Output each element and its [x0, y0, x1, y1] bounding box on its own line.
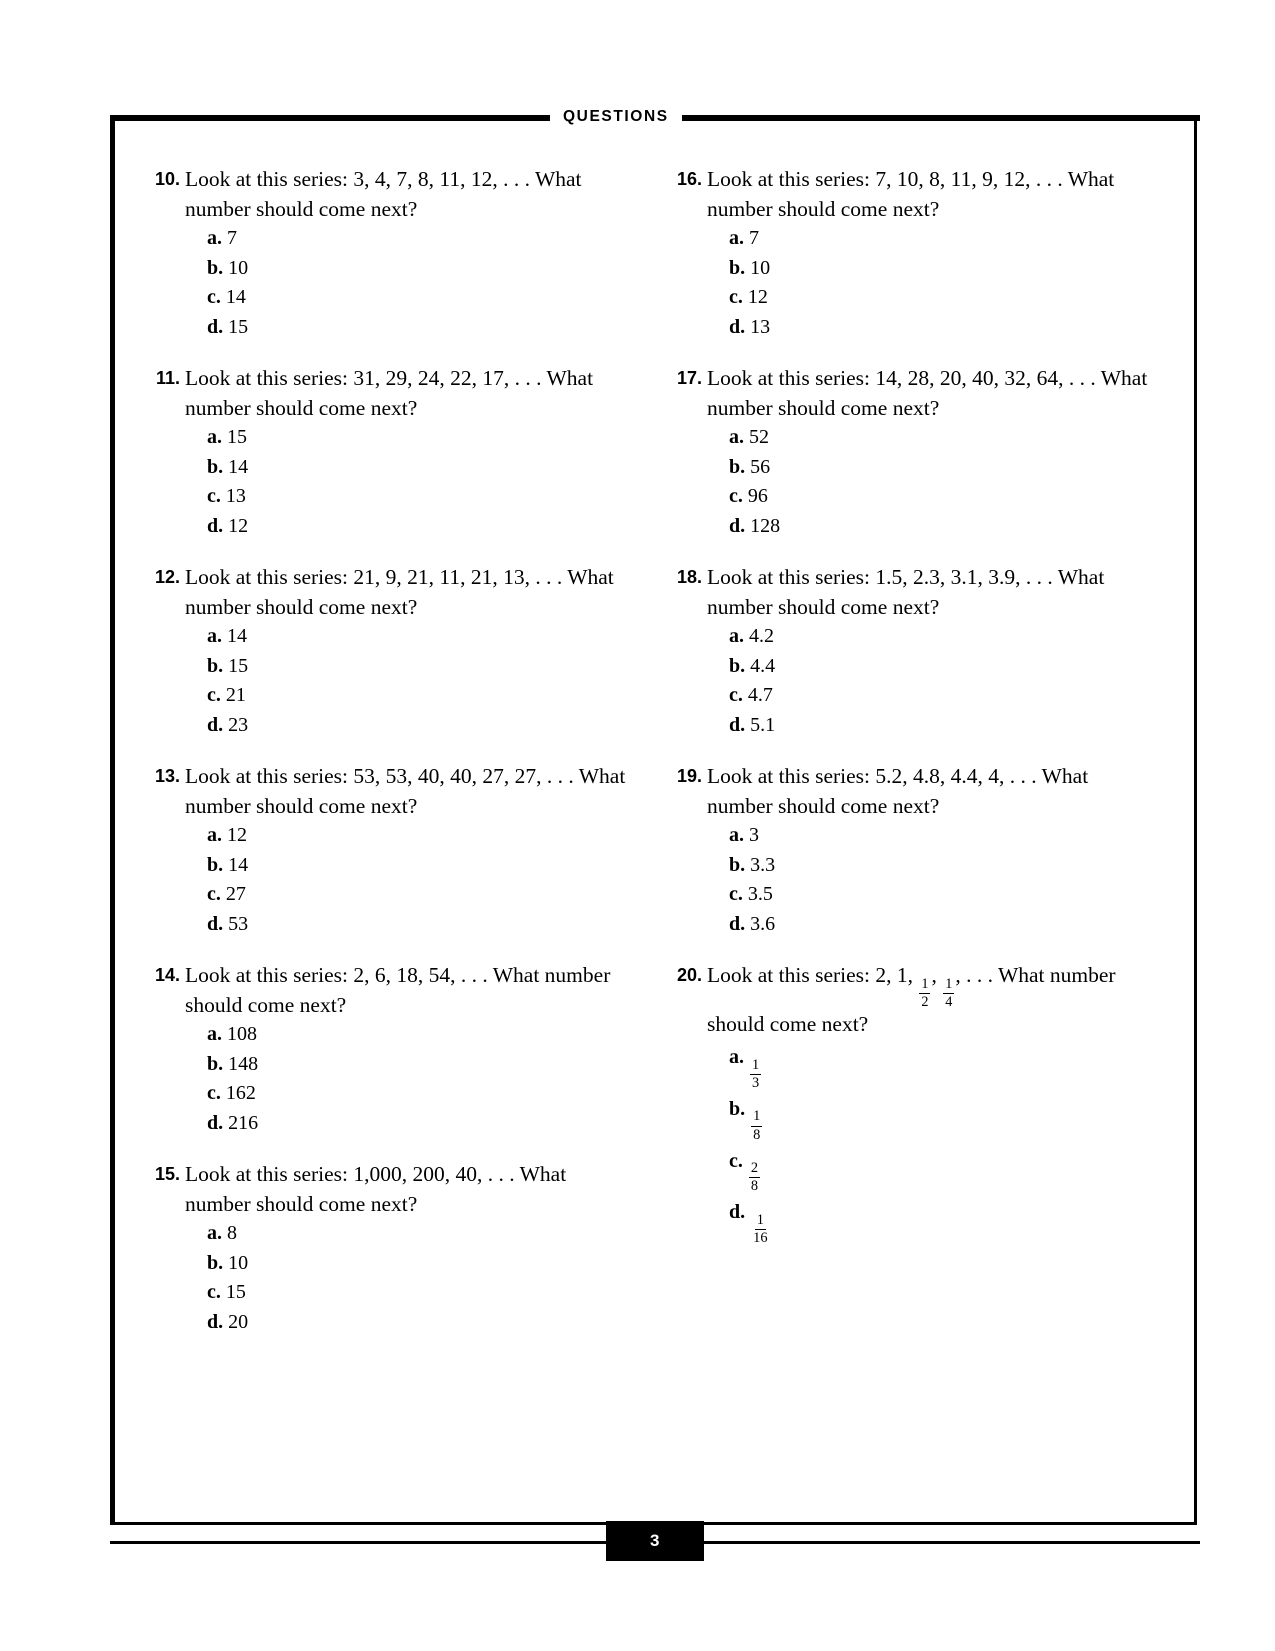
answer-choice-value: 12 [227, 824, 247, 846]
answer-choice-value: 4.7 [747, 684, 773, 706]
answer-choice-letter: b. [207, 654, 224, 677]
answer-choice-value: 3.6 [750, 912, 776, 935]
answer-choices [707, 1039, 1156, 1246]
answer-choice-letter: b. [729, 256, 746, 279]
fraction-denominator: 8 [750, 1178, 759, 1195]
answer-choice[interactable] [185, 423, 628, 453]
answer-choice[interactable] [185, 681, 628, 711]
answer-choice[interactable] [185, 880, 628, 910]
answer-choice-letter: b. [729, 654, 746, 677]
answer-choice-letter: c. [729, 883, 743, 905]
answer-choice[interactable] [185, 851, 628, 881]
answer-choice[interactable] [707, 1091, 1156, 1143]
answer-choice-value: 15 [225, 1281, 246, 1303]
answer-choice-letter: d. [729, 912, 746, 935]
answer-choices [185, 1020, 628, 1138]
answer-choice-letter: a. [207, 824, 222, 846]
answer-choice[interactable] [185, 652, 628, 682]
answer-choice-value: 5.1 [750, 713, 776, 736]
fraction-denominator: 2 [921, 993, 929, 1010]
answer-choice-value: 14 [225, 286, 246, 308]
answer-choice-value: 13 [750, 315, 771, 338]
answer-choice-letter: c. [207, 1281, 221, 1303]
fraction-denominator: 8 [753, 1126, 761, 1143]
answer-choice[interactable] [185, 512, 628, 542]
answer-choices [707, 423, 1156, 541]
question-text: Look at this series: 21, 9, 21, 11, 21, 13, . . . What number should come next? [185, 565, 614, 619]
answer-choice-letter: a. [729, 824, 744, 846]
answer-choice-letter: a. [207, 1222, 222, 1244]
answer-choice-letter: c. [207, 485, 221, 507]
answer-choice-letter: d. [207, 713, 224, 736]
question-item [140, 961, 628, 1138]
answer-choice-letter: c. [207, 286, 221, 308]
answer-choice-value [750, 1098, 763, 1143]
answer-choice-letter: c. [207, 883, 221, 905]
answer-choice-value [750, 1201, 770, 1246]
answer-choice[interactable] [707, 1039, 1156, 1091]
answer-choice[interactable] [185, 224, 628, 254]
answer-choice[interactable] [707, 652, 1156, 682]
fraction-numerator: 1 [750, 1058, 761, 1075]
answer-choice-letter: b. [207, 1251, 224, 1274]
answer-choice-value: 3.3 [750, 853, 776, 876]
answer-choice-letter: d. [207, 1310, 224, 1333]
question-item [662, 961, 1156, 1246]
answer-choice-value: 20 [228, 1310, 249, 1333]
answer-choice-value: 14 [228, 455, 249, 478]
question-text: Look at this series: 2, 1, $\frac{1}{2}$ , $\frac{1}{4}$ , . . . What number should come next? [707, 963, 1116, 1036]
answer-choice-value: 3 [749, 824, 759, 846]
question-number: 14. [154, 965, 180, 985]
answer-choice-letter: d. [729, 1201, 746, 1224]
question-item [662, 762, 1156, 939]
answer-choice[interactable] [185, 821, 628, 851]
answer-choice-value [749, 1046, 762, 1091]
answer-choice-value: 148 [228, 1052, 259, 1075]
fraction [943, 977, 954, 1010]
answer-choice-value: 162 [225, 1082, 256, 1104]
answer-choices [707, 622, 1156, 740]
answer-choice-letter: a. [729, 625, 744, 647]
fraction [919, 977, 930, 1010]
fraction-numerator: 2 [749, 1161, 760, 1178]
answer-choice-value: 4.4 [750, 654, 776, 677]
answer-choice-value: 10 [228, 256, 249, 279]
answer-choice-letter: d. [729, 713, 746, 736]
answer-choice[interactable] [707, 851, 1156, 881]
answer-choice-value: 96 [747, 485, 768, 507]
fraction [751, 1109, 762, 1142]
answer-choice[interactable] [185, 1278, 628, 1308]
answer-choice[interactable] [185, 1249, 628, 1279]
answer-choice-letter: c. [729, 286, 743, 308]
answer-choice-value: 4.2 [749, 625, 774, 647]
question-text: Look at this series: 3, 4, 7, 8, 11, 12, . . . What number should come next? [185, 167, 582, 221]
answer-choice[interactable] [707, 1143, 1156, 1195]
question-text: Look at this series: 5.2, 4.8, 4.4, 4, . . . What number should come next? [707, 764, 1089, 818]
question-item [140, 364, 628, 541]
fraction [751, 1213, 769, 1246]
answer-choice-letter: a. [207, 625, 222, 647]
answer-choice[interactable] [707, 283, 1156, 313]
answer-choice-value: 53 [228, 912, 249, 935]
answer-choice[interactable] [707, 313, 1156, 343]
answer-choice[interactable] [185, 453, 628, 483]
question-text: Look at this series: 14, 28, 20, 40, 32, 64, . . . What number should come next? [707, 366, 1148, 420]
answer-choice-letter: a. [729, 227, 744, 249]
answer-choice[interactable] [707, 681, 1156, 711]
answer-choice-value: 15 [228, 654, 249, 677]
answer-choice-value: 7 [227, 227, 237, 249]
answer-choice-value: 27 [225, 883, 246, 905]
question-text: Look at this series: 1,000, 200, 40, . . . What number should come next? [185, 1162, 567, 1216]
answer-choice-letter: c. [207, 1082, 221, 1104]
answer-choice[interactable] [707, 711, 1156, 741]
answer-choice-letter: b. [207, 455, 224, 478]
answer-choice-letter: c. [729, 1149, 743, 1172]
question-number: 18. [676, 567, 702, 587]
answer-choice[interactable] [707, 482, 1156, 512]
answer-choice[interactable] [707, 224, 1156, 254]
answer-choice-value: 7 [749, 227, 759, 249]
answer-choice-value: 13 [225, 485, 246, 507]
answer-choice-letter: b. [729, 455, 746, 478]
answer-choice[interactable] [707, 1194, 1156, 1246]
answer-choice-letter: b. [207, 1052, 224, 1075]
answer-choice-value: 3.5 [747, 883, 773, 905]
page-number-badge: 3 [606, 1521, 704, 1561]
answer-choice[interactable] [185, 1308, 628, 1338]
questions-column-left [110, 165, 638, 1525]
answer-choice-letter: d. [207, 1111, 224, 1134]
fraction-denominator: 3 [752, 1074, 760, 1091]
question-item [662, 563, 1156, 740]
answer-choice-letter: d. [207, 912, 224, 935]
question-number: 10. [154, 169, 180, 189]
fraction-numerator: 1 [751, 1109, 762, 1126]
fraction-numerator: 1 [921, 975, 929, 992]
answer-choice-value: 15 [228, 315, 249, 338]
answer-choices [185, 224, 628, 342]
fraction-denominator: 4 [945, 993, 953, 1010]
answer-choice-letter: d. [207, 315, 224, 338]
answer-choices [185, 423, 628, 541]
fraction [750, 1058, 761, 1091]
question-item [140, 165, 628, 342]
answer-choice-letter: d. [207, 514, 224, 537]
question-text: Look at this series: 7, 10, 8, 11, 9, 12, . . . What number should come next? [707, 167, 1115, 221]
answer-choice-value: 23 [228, 713, 249, 736]
answer-choice[interactable] [707, 423, 1156, 453]
fraction-denominator: 16 [753, 1229, 768, 1246]
answer-choice-letter: d. [729, 315, 746, 338]
question-item [662, 165, 1156, 342]
question-text: Look at this series: 31, 29, 24, 22, 17, . . . What number should come next? [185, 366, 594, 420]
question-number: 19. [676, 766, 702, 786]
question-number: 12. [154, 567, 180, 587]
answer-choice[interactable] [707, 821, 1156, 851]
answer-choice-letter: a. [729, 426, 744, 448]
answer-choices [707, 821, 1156, 939]
answer-choice-value [748, 1150, 761, 1195]
answer-choice-value: 15 [227, 426, 247, 448]
question-number: 15. [154, 1164, 180, 1184]
answer-choice-value: 21 [225, 684, 246, 706]
answer-choices [185, 1219, 628, 1337]
answer-choice-value: 14 [227, 625, 247, 647]
answer-choice[interactable] [185, 711, 628, 741]
answer-choice-letter: b. [207, 256, 224, 279]
answer-choice[interactable] [185, 313, 628, 343]
answer-choice[interactable] [707, 622, 1156, 652]
question-number: 20. [676, 965, 702, 985]
answer-choice-value: 10 [228, 1251, 249, 1274]
fraction [749, 1161, 760, 1194]
answer-choices [185, 622, 628, 740]
answer-choices [185, 821, 628, 939]
answer-choice[interactable] [185, 254, 628, 284]
question-text: Look at this series: 2, 6, 18, 54, . . . What number should come next? [185, 963, 611, 1017]
question-item [140, 762, 628, 939]
question-item [140, 563, 628, 740]
answer-choice[interactable] [707, 880, 1156, 910]
answer-choice[interactable] [707, 254, 1156, 284]
question-text: Look at this series: 53, 53, 40, 40, 27, 27, . . . What number should come next? [185, 764, 626, 818]
answer-choice-value: 216 [228, 1111, 259, 1134]
question-number: 13. [154, 766, 180, 786]
answer-choice-value: 12 [228, 514, 249, 537]
answer-choice[interactable] [707, 910, 1156, 940]
question-text: Look at this series: 1.5, 2.3, 3.1, 3.9, . . . What number should come next? [707, 565, 1105, 619]
answer-choices [707, 224, 1156, 342]
answer-choice-letter: c. [729, 684, 743, 706]
fraction-numerator: 1 [755, 1213, 766, 1230]
answer-choice[interactable] [185, 1020, 628, 1050]
answer-choice-letter: b. [207, 853, 224, 876]
question-item [662, 364, 1156, 541]
answer-choice[interactable] [707, 453, 1156, 483]
answer-choice[interactable] [185, 622, 628, 652]
page-title: QUESTIONS [550, 109, 682, 125]
answer-choice-value: 108 [227, 1023, 257, 1045]
answer-choice-value: 52 [749, 426, 769, 448]
answer-choice[interactable] [185, 283, 628, 313]
answer-choice-value: 14 [228, 853, 249, 876]
answer-choice-letter: b. [729, 853, 746, 876]
question-number: 16. [676, 169, 702, 189]
answer-choice[interactable] [185, 1079, 628, 1109]
answer-choice-value: 12 [747, 286, 768, 308]
answer-choice[interactable] [185, 1109, 628, 1139]
answer-choice[interactable] [185, 1219, 628, 1249]
answer-choice[interactable] [707, 512, 1156, 542]
questions-column-right [638, 165, 1178, 1525]
answer-choice-letter: d. [729, 514, 746, 537]
answer-choice[interactable] [185, 1050, 628, 1080]
question-number: 11. [155, 368, 180, 388]
questions-content [110, 115, 1197, 1525]
answer-choice-letter: a. [207, 426, 222, 448]
answer-choice[interactable] [185, 482, 628, 512]
question-number: 17. [676, 368, 702, 388]
answer-choice-value: 56 [750, 455, 771, 478]
answer-choice-letter: a. [729, 1046, 744, 1069]
question-item [140, 1160, 628, 1337]
answer-choice-value: 128 [750, 514, 781, 537]
answer-choice-value: 8 [227, 1222, 237, 1244]
answer-choice-letter: c. [729, 485, 743, 507]
answer-choice-letter: c. [207, 684, 221, 706]
fraction-numerator: 1 [945, 975, 953, 992]
answer-choice-letter: a. [207, 1023, 222, 1045]
answer-choice-letter: b. [729, 1097, 746, 1120]
answer-choice-letter: a. [207, 227, 222, 249]
answer-choice-value: 10 [750, 256, 771, 279]
answer-choice[interactable] [185, 910, 628, 940]
